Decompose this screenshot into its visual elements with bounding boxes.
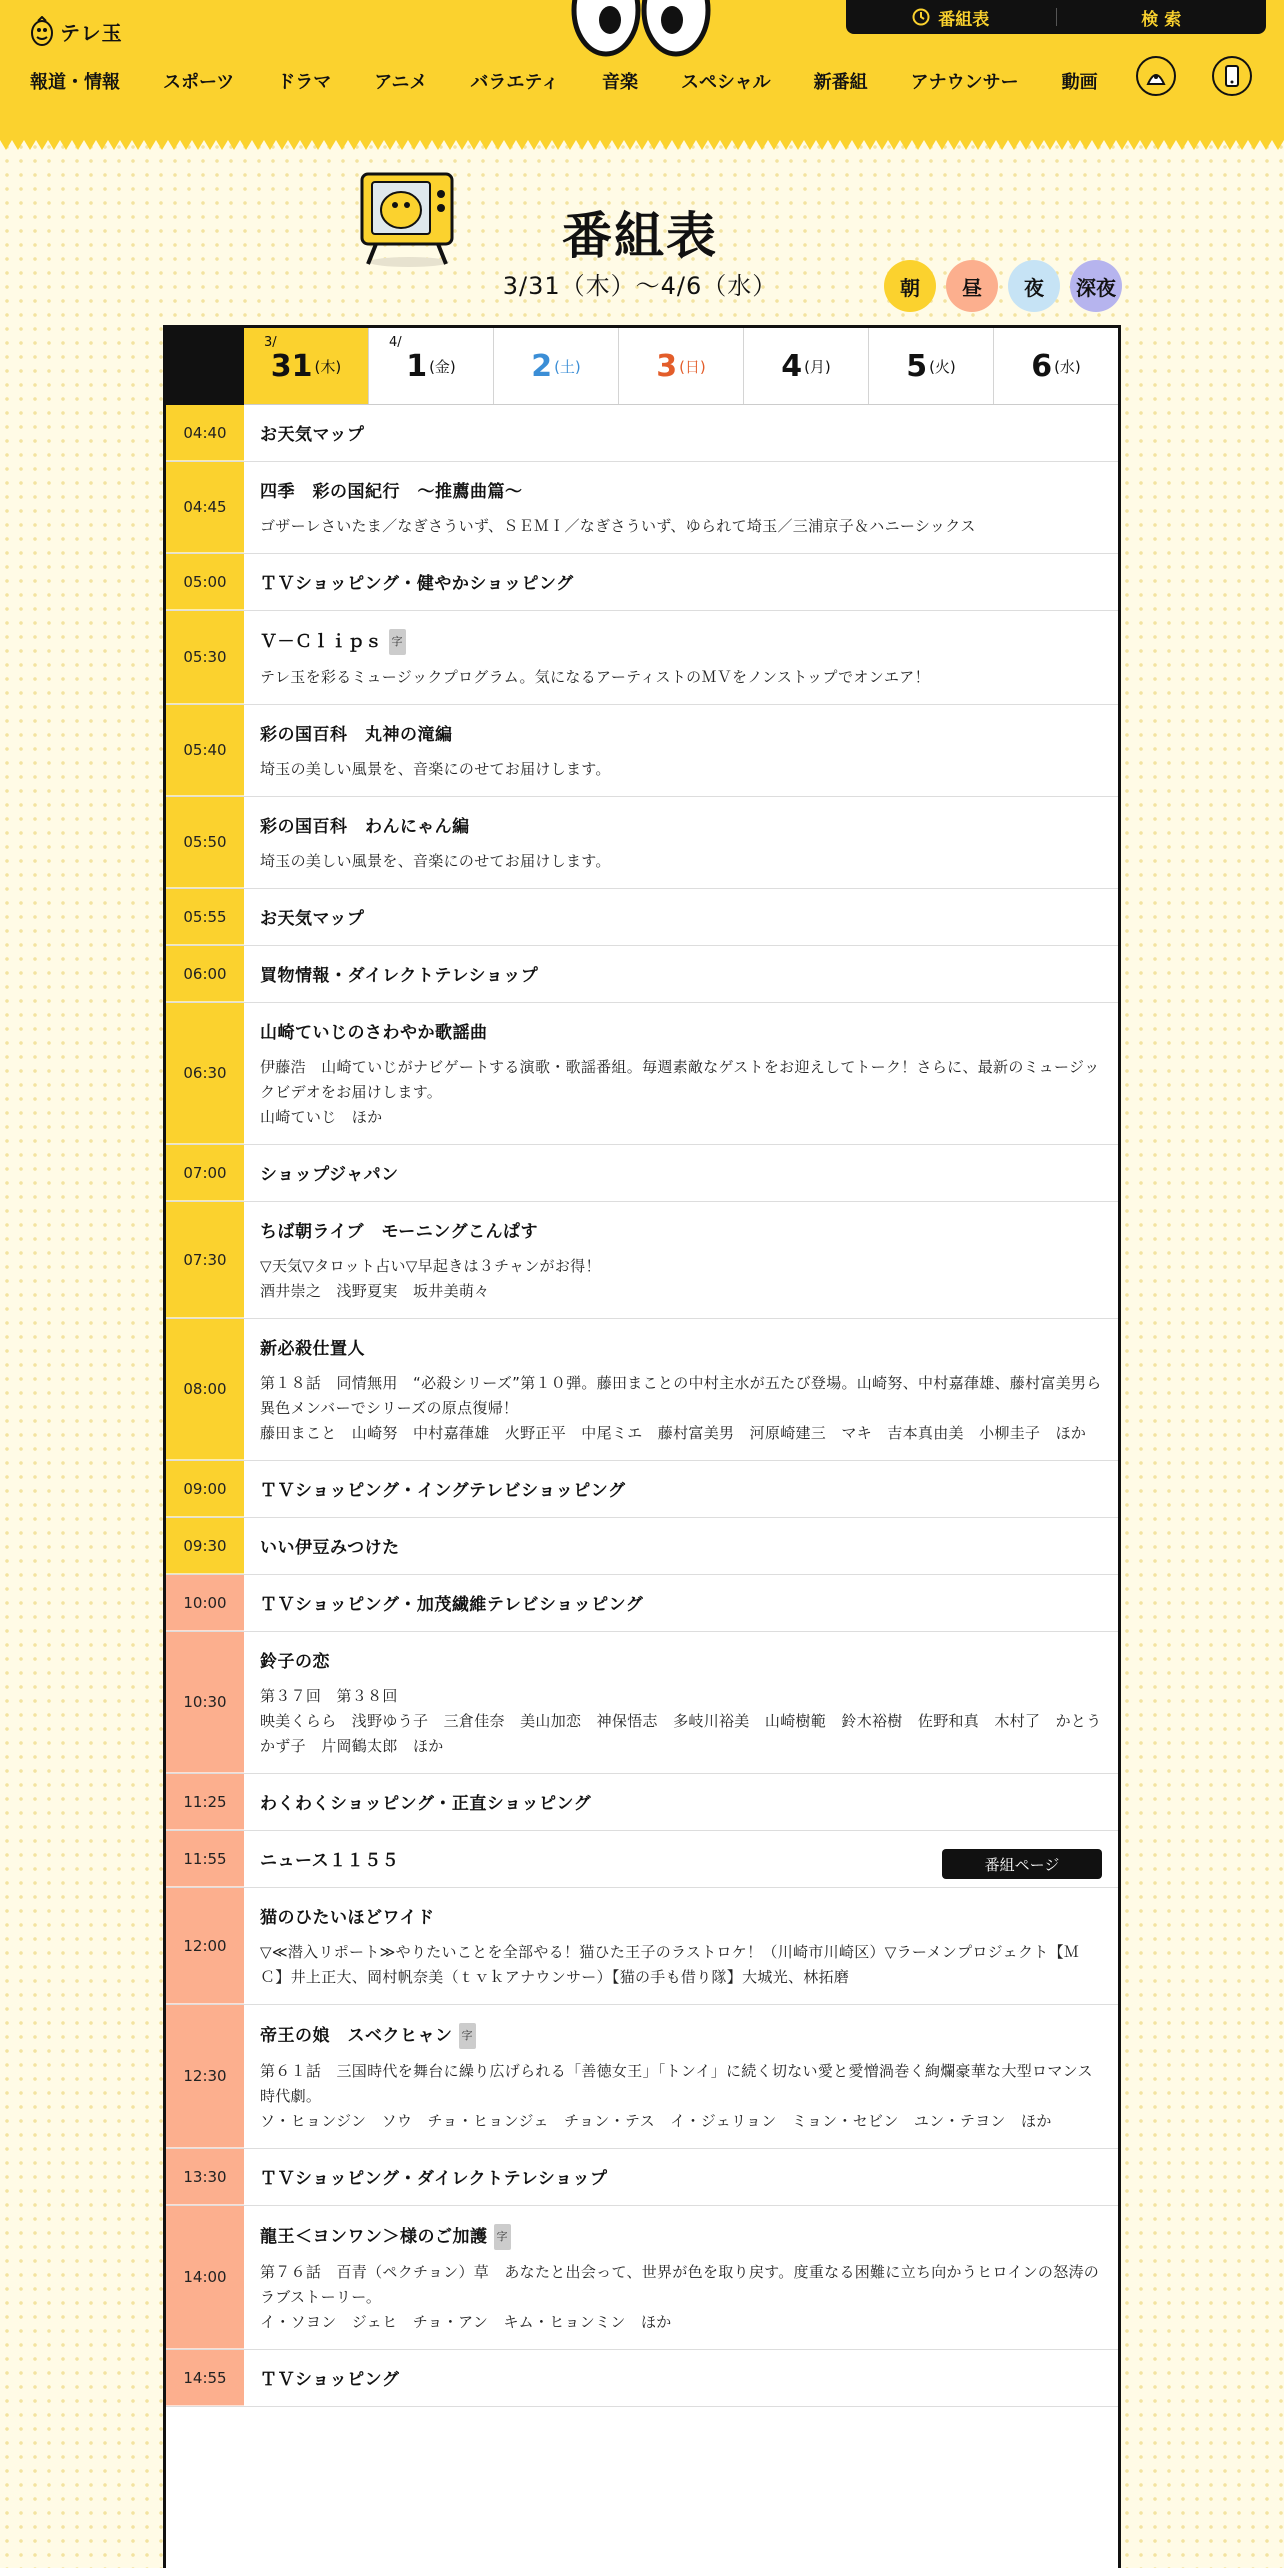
program-title[interactable]: ＴＶショッピング・加茂繊維テレビショッピング [260, 1595, 644, 1615]
program-title[interactable]: 彩の国百科 丸神の滝編 [260, 725, 453, 745]
day-tab-date: 5 [906, 348, 928, 384]
program-title[interactable]: ちば朝ライブ モーニングこんぱす [260, 1222, 538, 1242]
program-info [244, 1774, 1118, 1830]
program-title-line [260, 2224, 1102, 2250]
program-cast: 酒井崇之 浅野夏実 坂井美萌々 [260, 1282, 490, 1300]
program-title-line [260, 1593, 1102, 1617]
program-description: 第６１話 三国時代を舞台に繰り広げられる「善徳女王」「トンイ」に続く切ない愛と愛憎渦巻く絢爛豪華な大型ロマンス時代劇。 [260, 2062, 1093, 2105]
program-description: 第３７回 第３８回 [260, 1687, 398, 1705]
program-title-line [260, 907, 1102, 931]
program-description: 第７６話 百青（ペクチョン）草 あなたと出会って、世界が色を取り戻す。度重なる困難に立ち向かうヒロインの怒涛のラブストーリー。 [260, 2263, 1100, 2306]
program-info [244, 705, 1118, 796]
program-info [244, 1202, 1118, 1318]
program-title[interactable]: 彩の国百科 わんにゃん編 [260, 817, 470, 837]
program-title[interactable]: 新必殺仕置人 [260, 1339, 365, 1359]
program-row[interactable] [166, 1632, 1118, 1774]
program-info [244, 611, 1118, 704]
program-info [244, 1518, 1118, 1574]
day-tab-weekday: (火) [929, 357, 956, 376]
program-info [244, 554, 1118, 610]
program-title[interactable]: 四季 彩の国紀行 ～推薦曲篇～ [260, 482, 523, 502]
program-title-line [260, 1792, 1102, 1816]
program-time: 13:30 [166, 2149, 244, 2205]
program-title-line [260, 629, 1102, 655]
program-title[interactable]: ニュース１１５５ [260, 1851, 400, 1871]
program-row[interactable] [166, 2350, 1118, 2407]
program-title-line [260, 964, 1102, 988]
tod-latenight-button[interactable] [1070, 260, 1122, 312]
logo-text: テレ玉 [60, 20, 123, 45]
nav-special[interactable]: スペシャル [680, 72, 771, 93]
program-info [244, 405, 1118, 461]
program-info [244, 1319, 1118, 1460]
day-tab-2[interactable] [494, 328, 619, 404]
program-title-line [260, 2167, 1102, 2191]
program-title[interactable]: お天気マップ [260, 425, 365, 445]
program-title[interactable]: ＴＶショッピング・健やかショッピング [260, 574, 574, 594]
program-row[interactable] [166, 797, 1118, 889]
table-corner [166, 328, 244, 405]
program-info [244, 2149, 1118, 2205]
site-logo[interactable] [30, 16, 123, 46]
program-title-line [260, 480, 1102, 504]
program-title-line [260, 815, 1102, 839]
tod-morning-label: 朝 [900, 275, 920, 300]
tv-tower-icon [1144, 64, 1168, 88]
program-row[interactable] [166, 554, 1118, 611]
program-title[interactable]: Ｖ－Ｃｌｉｐｓ [260, 632, 383, 652]
program-title-line [260, 572, 1102, 596]
program-description: ▽≪潜入リポート≫やりたいことを全部やる！猫ひた王子のラストロケ！（川崎市川崎区）▽ラーメンプロジェクト【ＭＣ】井上正大、岡村帆奈美（ｔｖｋアナウンサー）【猫の手も借り隊】大城光、林拓磨 [260, 1943, 1080, 1986]
day-tab-weekday: (水) [1054, 357, 1081, 376]
program-time: 09:00 [166, 1461, 244, 1517]
schedule-table [163, 325, 1121, 2568]
program-row[interactable] [166, 2005, 1118, 2149]
program-row[interactable] [166, 2206, 1118, 2350]
program-row[interactable] [166, 889, 1118, 946]
program-title-line [260, 2023, 1102, 2049]
program-title[interactable]: 龍王＜ヨンワン＞様のご加護 [260, 2227, 488, 2247]
tamatama-mascot-icon [30, 16, 54, 46]
mascot-eyes-icon [566, 0, 716, 60]
nav-sports[interactable]: スポーツ [163, 72, 235, 93]
site-header [0, 0, 1284, 140]
program-info [244, 1145, 1118, 1201]
retro-tv-icon [354, 168, 464, 268]
program-info [244, 1632, 1118, 1773]
program-info [244, 889, 1118, 945]
program-row[interactable] [166, 1003, 1118, 1145]
program-row[interactable] [166, 1319, 1118, 1461]
program-title[interactable]: わくわくショッピング・正直ショッピング [260, 1794, 592, 1814]
tod-daytime-button[interactable] [946, 260, 998, 312]
main-nav [30, 66, 1141, 96]
program-cast: 映美くらら 浅野ゆう子 三倉佳奈 美山加恋 神保悟志 多岐川裕美 山崎樹範 鈴木裕樹 佐野和真 木村了 かとうかず子 片岡鶴太郎 ほか [260, 1712, 1102, 1755]
program-time: 05:00 [166, 554, 244, 610]
program-time: 10:30 [166, 1632, 244, 1773]
program-row[interactable] [166, 946, 1118, 1003]
program-row[interactable] [166, 1774, 1118, 1831]
program-title-line [260, 1163, 1102, 1187]
search-link[interactable] [1057, 5, 1267, 30]
program-time: 14:00 [166, 2206, 244, 2349]
program-cast: 山崎ていじ ほか [260, 1108, 383, 1126]
program-time: 04:40 [166, 405, 244, 461]
app-badge-button[interactable] [1212, 56, 1252, 96]
program-title-line [260, 1479, 1102, 1503]
program-title-line [260, 1906, 1102, 1930]
program-guide-link[interactable] [846, 5, 1056, 30]
program-description: 第１８話 同情無用 “必殺シリーズ”第１０弾。藤田まことの中村主水が五たび登場。山崎努、中村嘉葎雄、藤村富美男ら異色メンバーでシリーズの原点復帰！ [260, 1374, 1102, 1417]
program-title-line [260, 1536, 1102, 1560]
program-description: 埼玉の美しい風景を、音楽にのせてお届けします。 [260, 760, 611, 778]
tod-night-label: 夜 [1024, 275, 1044, 300]
subtitle-badge: 字 [494, 2224, 512, 2250]
program-time: 11:25 [166, 1774, 244, 1830]
day-tab-date: 4 [781, 348, 803, 384]
nav-music[interactable]: 音楽 [601, 72, 638, 93]
day-tab-date: 2 [531, 348, 553, 384]
nav-variety[interactable]: バラエティ [470, 72, 559, 93]
program-info [244, 1461, 1118, 1517]
program-description: ゴザーレさいたま／なぎさういず、ＳＥＭＩ／なぎさういず、ゆられて埼玉／三浦京子＆ハニーシックス [260, 517, 976, 535]
program-info [244, 1888, 1118, 2004]
program-time: 08:00 [166, 1319, 244, 1460]
tod-morning-button[interactable] [884, 260, 936, 312]
program-time: 12:00 [166, 1888, 244, 2004]
day-tab-month: 3/ [264, 335, 277, 350]
program-info [244, 462, 1118, 553]
program-time: 07:00 [166, 1145, 244, 1201]
program-time: 05:50 [166, 797, 244, 888]
program-title-line [260, 1021, 1102, 1045]
program-row[interactable] [166, 611, 1118, 705]
program-row[interactable] [166, 1202, 1118, 1319]
nav-drama[interactable]: ドラマ [277, 72, 332, 93]
day-tabs [166, 328, 1118, 405]
tvtama-badge-button[interactable] [1136, 56, 1176, 96]
tod-latenight-label: 深夜 [1076, 275, 1116, 300]
program-title[interactable]: いい伊豆みつけた [260, 1538, 400, 1558]
program-title-line [260, 1650, 1102, 1674]
day-tab-month: 4/ [389, 335, 402, 350]
program-info [244, 946, 1118, 1002]
clock-icon [912, 8, 930, 26]
program-time: 14:55 [166, 2350, 244, 2406]
day-tab-date: 6 [1031, 348, 1053, 384]
program-title[interactable]: 山崎ていじのさわやか歌謡曲 [260, 1023, 488, 1043]
program-row[interactable] [166, 2149, 1118, 2206]
time-of-day-filter [884, 260, 1122, 312]
program-info [244, 1575, 1118, 1631]
program-row[interactable] [166, 1888, 1118, 2005]
program-title-line [260, 723, 1102, 747]
program-info [244, 1003, 1118, 1144]
tod-night-button[interactable] [1008, 260, 1060, 312]
smartphone-icon [1221, 64, 1243, 88]
day-tab-weekday: (木) [314, 357, 342, 376]
header-zigzag-edge [0, 138, 1284, 152]
program-cast: 藤田まこと 山崎努 中村嘉葎雄 火野正平 中尾ミエ 藤村富美男 河原崎建三 マキ 吉本真由美 小柳圭子 ほか [260, 1424, 1087, 1442]
day-tab-date: 3 [656, 348, 678, 384]
program-title-line [260, 1337, 1102, 1361]
day-tab-weekday: (日) [679, 357, 706, 376]
program-info [244, 2206, 1118, 2349]
day-tab-date: 31 [270, 348, 313, 384]
subtitle-badge: 字 [389, 629, 407, 655]
program-time: 07:30 [166, 1202, 244, 1318]
program-time: 11:55 [166, 1831, 244, 1887]
program-title[interactable]: ショップジャパン [260, 1165, 399, 1185]
day-tab-3[interactable] [619, 328, 744, 404]
nav-new-programs[interactable]: 新番組 [813, 72, 868, 93]
program-title[interactable]: 買物情報・ダイレクトテレショップ [260, 966, 539, 986]
nav-announcers[interactable]: アナウンサー [910, 72, 1019, 93]
program-description: テレ玉を彩るミュージックプログラム。気になるアーティストのＭＶをノンストップでオンエア！ [260, 668, 930, 686]
tod-daytime-label: 昼 [962, 275, 982, 300]
nav-news[interactable]: 報道・情報 [30, 72, 120, 93]
program-row[interactable] [166, 1575, 1118, 1632]
day-tab-5[interactable] [869, 328, 994, 404]
program-title-line [260, 1220, 1102, 1244]
program-description: 伊藤浩 山崎ていじがナビゲートする演歌・歌謡番組。毎週素敵なゲストをお迎えしてトーク！さらに、最新のミュージックビデオをお届けします。 [260, 1058, 1100, 1101]
program-title[interactable]: 帝王の娘 スベクヒャン [260, 2026, 453, 2046]
program-description: ▽天気▽タロット占い▽早起きは３チャンがお得！ [260, 1257, 601, 1275]
day-tab-0[interactable] [244, 328, 369, 404]
program-time: 05:30 [166, 611, 244, 704]
program-title[interactable]: 鈴子の恋 [260, 1652, 330, 1672]
program-title[interactable]: 猫のひたいほどワイド [260, 1908, 435, 1928]
date-range: 3/31（木）〜4/6（水） [502, 272, 778, 300]
program-time: 10:00 [166, 1575, 244, 1631]
program-cast: ソ・ヒョンジン ソウ チョ・ヒョンジェ チョン・テス イ・ジェリョン ミョン・セビン ユン・テヨン ほか [260, 2112, 1052, 2130]
program-guide-label: 番組表 [938, 9, 990, 30]
day-tab-date: 1 [406, 348, 428, 384]
program-info [244, 797, 1118, 888]
program-row[interactable] [166, 1461, 1118, 1518]
program-row[interactable] [166, 1831, 1118, 1888]
day-tab-6[interactable] [994, 328, 1118, 404]
day-tab-weekday: (金) [429, 357, 456, 376]
program-row[interactable] [166, 1145, 1118, 1202]
day-tab-weekday: (土) [554, 357, 581, 376]
nav-videos[interactable]: 動画 [1061, 72, 1098, 93]
program-time: 04:45 [166, 462, 244, 553]
program-row[interactable] [166, 405, 1118, 462]
program-description: 埼玉の美しい風景を、音楽にのせてお届けします。 [260, 852, 611, 870]
subtitle-badge: 字 [459, 2023, 477, 2049]
program-info [244, 2350, 1118, 2406]
day-tab-weekday: (月) [804, 357, 831, 376]
program-time: 06:30 [166, 1003, 244, 1144]
nav-anime[interactable]: アニメ [374, 72, 428, 93]
program-cast: イ・ソヨン ジェヒ チョ・アン キム・ヒョンミン ほか [260, 2313, 672, 2331]
program-title[interactable]: ＴＶショッピング [260, 2370, 400, 2390]
program-row[interactable] [166, 705, 1118, 797]
day-tab-4[interactable] [744, 328, 869, 404]
program-title[interactable]: ＴＶショッピング・イングテレビショッピング [260, 1481, 626, 1501]
program-info [244, 1831, 1118, 1887]
program-row[interactable] [166, 462, 1118, 554]
day-tab-1[interactable] [369, 328, 494, 404]
program-info [244, 2005, 1118, 2148]
program-page-button[interactable]: 番組ページ [942, 1849, 1102, 1879]
program-time: 06:00 [166, 946, 244, 1002]
program-list [166, 405, 1118, 2407]
program-time: 05:40 [166, 705, 244, 796]
top-utility-bar [846, 0, 1266, 34]
program-title[interactable]: お天気マップ [260, 909, 365, 929]
program-title-line [260, 2368, 1102, 2392]
program-title[interactable]: ＴＶショッピング・ダイレクトテレショップ [260, 2169, 608, 2189]
program-time: 09:30 [166, 1518, 244, 1574]
program-title-line [260, 423, 1102, 447]
search-label: 検 索 [1141, 9, 1182, 30]
page-title: 番組表 [562, 207, 718, 265]
program-time: 12:30 [166, 2005, 244, 2148]
program-row[interactable] [166, 1518, 1118, 1575]
program-time: 05:55 [166, 889, 244, 945]
